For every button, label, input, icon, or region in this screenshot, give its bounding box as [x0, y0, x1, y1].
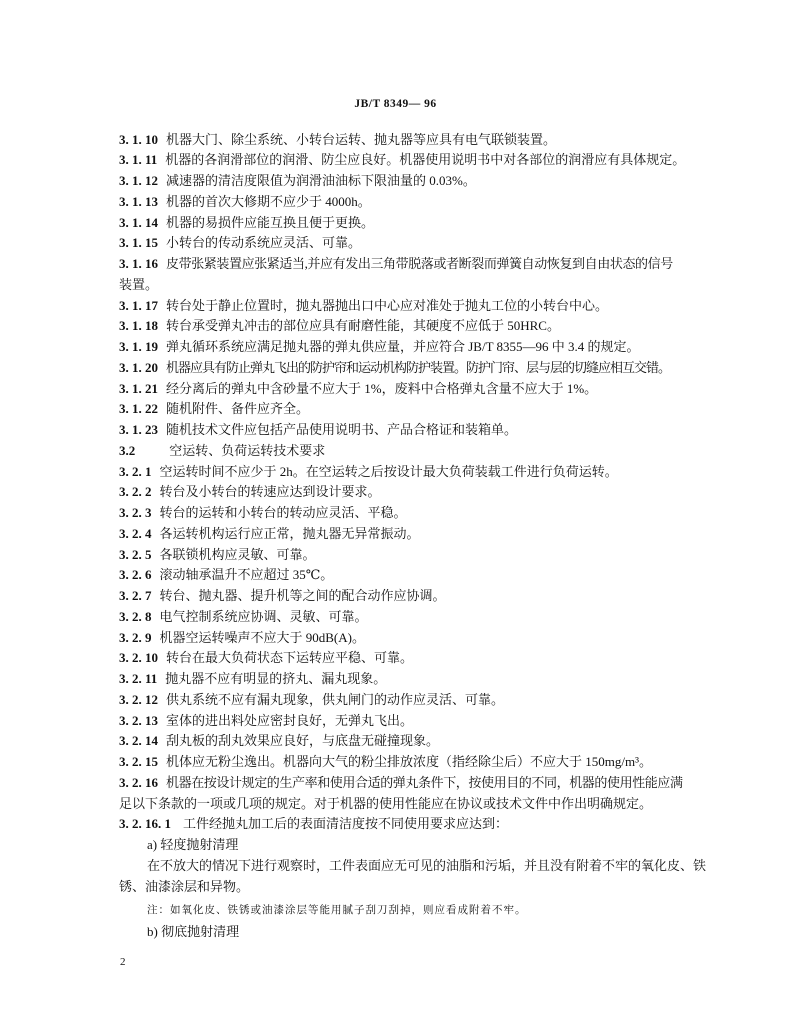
clause-3-2-7 [119, 586, 699, 607]
clause-3-2-11 [119, 669, 699, 690]
clause-number: 3. 1. 16 [119, 256, 158, 272]
clause-number: 3. 2. 14 [119, 733, 158, 749]
clause-3-2-8 [119, 607, 699, 628]
clause-text: 随机附件、备件应齐全。 [166, 401, 310, 417]
clause-3-1-23 [119, 420, 699, 441]
clause-number: 3. 2. 7 [119, 588, 152, 604]
clause-3-2-10 [119, 648, 699, 669]
clause-number: 3. 1. 15 [119, 235, 158, 251]
clause-3-1-20 [119, 358, 699, 379]
clause-number: 3. 1. 18 [119, 318, 158, 334]
item-a-note: 注：如氧化皮、铁锈或油漆涂层等能用腻子刮刀刮掉，则应看成附着不牢。 [147, 905, 527, 917]
clause-text: 室体的进出料处应密封良好，无弹丸飞出。 [166, 712, 414, 728]
section-3-2-heading [119, 441, 699, 462]
clause-text: 滚动轴承温升不应超过 35℃。 [159, 567, 334, 583]
clause-number: 3. 1. 13 [119, 193, 158, 209]
clause-text: 机器的首次大修期不应少于 4000h。 [166, 193, 371, 209]
clause-number: 3. 2. 1 [119, 463, 152, 479]
clause-number: 3. 1. 12 [119, 173, 158, 189]
clause-number: 3. 2. 8 [119, 608, 152, 624]
clause-text: 刮丸板的刮丸效果应良好，与底盘无碰撞现象。 [166, 733, 440, 749]
clause-3-1-15 [119, 233, 699, 254]
clause-number: 3. 2. 11 [119, 671, 158, 687]
clause-text: 抛丸器不应有明显的挤丸、漏丸现象。 [165, 671, 387, 687]
item-a-paragraph-line-1: 在不放大的情况下进行观察时，工件表面应无可见的油脂和污垢，并且没有附着不牢的氧化皮、铁 [147, 857, 707, 873]
clause-3-2-5 [119, 545, 699, 566]
clause-3-2-9 [119, 628, 699, 649]
clause-3-2-16-1 [119, 814, 699, 835]
clause-number: 3. 2. 9 [119, 629, 152, 645]
page-number: 2 [120, 956, 126, 968]
clause-text: 小转台的传动系统应灵活、可靠。 [166, 235, 362, 251]
clause-3-2-16-continuation: 足以下条款的一项或几项的规定。对于机器的使用性能应在协议或技术文件中作出明确规定。 [119, 795, 653, 811]
clause-3-2-16 [119, 773, 699, 794]
clause-text: 弹丸循环系统应满足抛丸器的弹丸供应量，并应符合 JB/T 8355—96 中 3.4 的规定。 [166, 339, 640, 355]
clause-number: 3. 2. 6 [119, 567, 152, 583]
clause-number: 3. 2. 13 [119, 712, 158, 728]
clause-3-2-13 [119, 711, 699, 732]
clause-text: 转台及小转台的转速应达到设计要求。 [159, 484, 381, 500]
clause-text: 空运转时间不应少于 2h。在空运转之后按设计最大负荷装载工件进行负荷运转。 [159, 463, 618, 479]
clause-3-2-15 [119, 752, 699, 773]
clause-3-1-12 [119, 171, 699, 192]
clause-text: 转台、抛丸器、提升机等之间的配合动作应协调。 [159, 588, 446, 604]
clause-text: 转台处于静止位置时，抛丸器抛出口中心应对准处于抛丸工位的小转台中心。 [166, 297, 609, 313]
item-a-paragraph-line-2: 锈、油漆涂层和异物。 [119, 878, 250, 894]
clause-3-2-12 [119, 690, 699, 711]
clause-3-1-19 [119, 337, 699, 358]
clause-3-1-16 [119, 254, 699, 275]
clause-number: 3. 1. 10 [119, 131, 158, 147]
clause-number: 3. 1. 17 [119, 297, 158, 313]
clause-text: 工件经抛丸加工后的表面清洁度按不同使用要求应达到： [183, 816, 509, 832]
clause-text: 机器的易损件应能互换且便于更换。 [166, 214, 375, 230]
clause-number: 3. 1. 11 [119, 152, 158, 168]
clause-text: 转台在最大负荷状态下运转应平稳、可靠。 [166, 650, 414, 666]
clause-3-1-14 [119, 213, 699, 234]
item-b-label: b) 彻底抛射清理 [147, 924, 240, 940]
clause-text: 经分离后的弹丸中含砂量不应大于 1%，废料中合格弹丸含量不应大于 1%。 [166, 380, 598, 396]
clause-number: 3. 1. 20 [119, 359, 158, 375]
item-a-label: a) 轻度抛射清理 [147, 837, 239, 853]
clause-text: 转台的运转和小转台的转动应灵活、平稳。 [159, 505, 407, 521]
clause-3-1-13 [119, 192, 699, 213]
clause-number: 3. 2. 2 [119, 484, 152, 500]
clause-number: 3. 2. 15 [119, 754, 158, 770]
clause-number: 3. 1. 19 [119, 339, 158, 355]
section-title: 空运转、负荷运转技术要求 [169, 442, 326, 458]
clause-3-1-18 [119, 316, 699, 337]
clause-text: 皮带张紧装置应张紧适当,并应有发出三角带脱落或者断裂而弹簧自动恢复到自由状态的信号 [166, 256, 673, 272]
clause-number: 3. 2. 10 [119, 650, 158, 666]
clause-number: 3. 1. 22 [119, 401, 158, 417]
clause-text: 随机技术文件应包括产品使用说明书、产品合格证和装箱单。 [166, 422, 518, 438]
clause-text: 机体应无粉尘逸出。机器向大气的粉尘排放浓度（指经除尘后）不应大于 150mg/m³。 [166, 754, 652, 770]
clause-text: 各联锁机构应灵敏、可靠。 [159, 546, 316, 562]
clause-text: 机器在按设计规定的生产率和使用合适的弹丸条件下，按使用目的不同，机器的使用性能应满 [166, 774, 683, 790]
clause-text: 机器大门、除尘系统、小转台运转、抛丸器等应具有电气联锁装置。 [166, 131, 557, 147]
clause-text: 供丸系统不应有漏丸现象，供丸闸门的动作应灵活、可靠。 [166, 691, 505, 707]
clause-3-2-1 [119, 462, 699, 483]
clause-text: 转台承受弹丸冲击的部位应具有耐磨性能，其硬度不应低于 50HRC。 [166, 318, 560, 334]
clause-3-1-21 [119, 379, 699, 400]
clause-text: 减速器的清洁度限值为润滑油油标下限油量的 0.03%。 [166, 173, 476, 189]
clause-text: 机器空运转噪声不应大于 90dB(A)。 [159, 629, 365, 645]
clause-number: 3. 2. 5 [119, 546, 152, 562]
clause-3-2-2 [119, 482, 699, 503]
clause-text: 机器的各润滑部位的润滑、防尘应良好。机器使用说明书中对各部位的润滑应有具体规定。 [165, 152, 686, 168]
clause-3-2-3 [119, 503, 699, 524]
clause-3-1-17 [119, 296, 699, 317]
clause-number: 3. 1. 14 [119, 214, 158, 230]
section-number: 3.2 [119, 442, 136, 458]
clause-3-1-22 [119, 399, 699, 420]
clause-number: 3. 2. 4 [119, 525, 152, 541]
clause-text: 各运转机构运行应正常，抛丸器无异常振动。 [159, 525, 420, 541]
document-body [119, 130, 707, 943]
clause-3-1-16-continuation: 装置。 [119, 276, 159, 292]
clause-number: 3. 2. 3 [119, 505, 152, 521]
clause-3-2-6 [119, 565, 699, 586]
clause-text: 电气控制系统应协调、灵敏、可靠。 [159, 608, 368, 624]
clause-3-2-4 [119, 524, 699, 545]
standard-code-header: JB/T 8349— 96 [354, 98, 437, 110]
clause-number: 3. 2. 16 [119, 774, 158, 790]
clause-number: 3. 1. 23 [119, 422, 158, 438]
clause-number: 3. 2. 12 [119, 691, 158, 707]
clause-number: 3. 1. 21 [119, 380, 158, 396]
clause-3-2-14 [119, 731, 699, 752]
clause-number: 3. 2. 16. 1 [119, 816, 171, 832]
clause-text: 机器应具有防止弹丸飞出的防护帘和运动机构防护装置。防护门帘、层与层的切缝应相互交错。 [166, 359, 671, 375]
clause-3-1-10 [119, 130, 699, 151]
clause-3-1-11 [119, 150, 699, 171]
